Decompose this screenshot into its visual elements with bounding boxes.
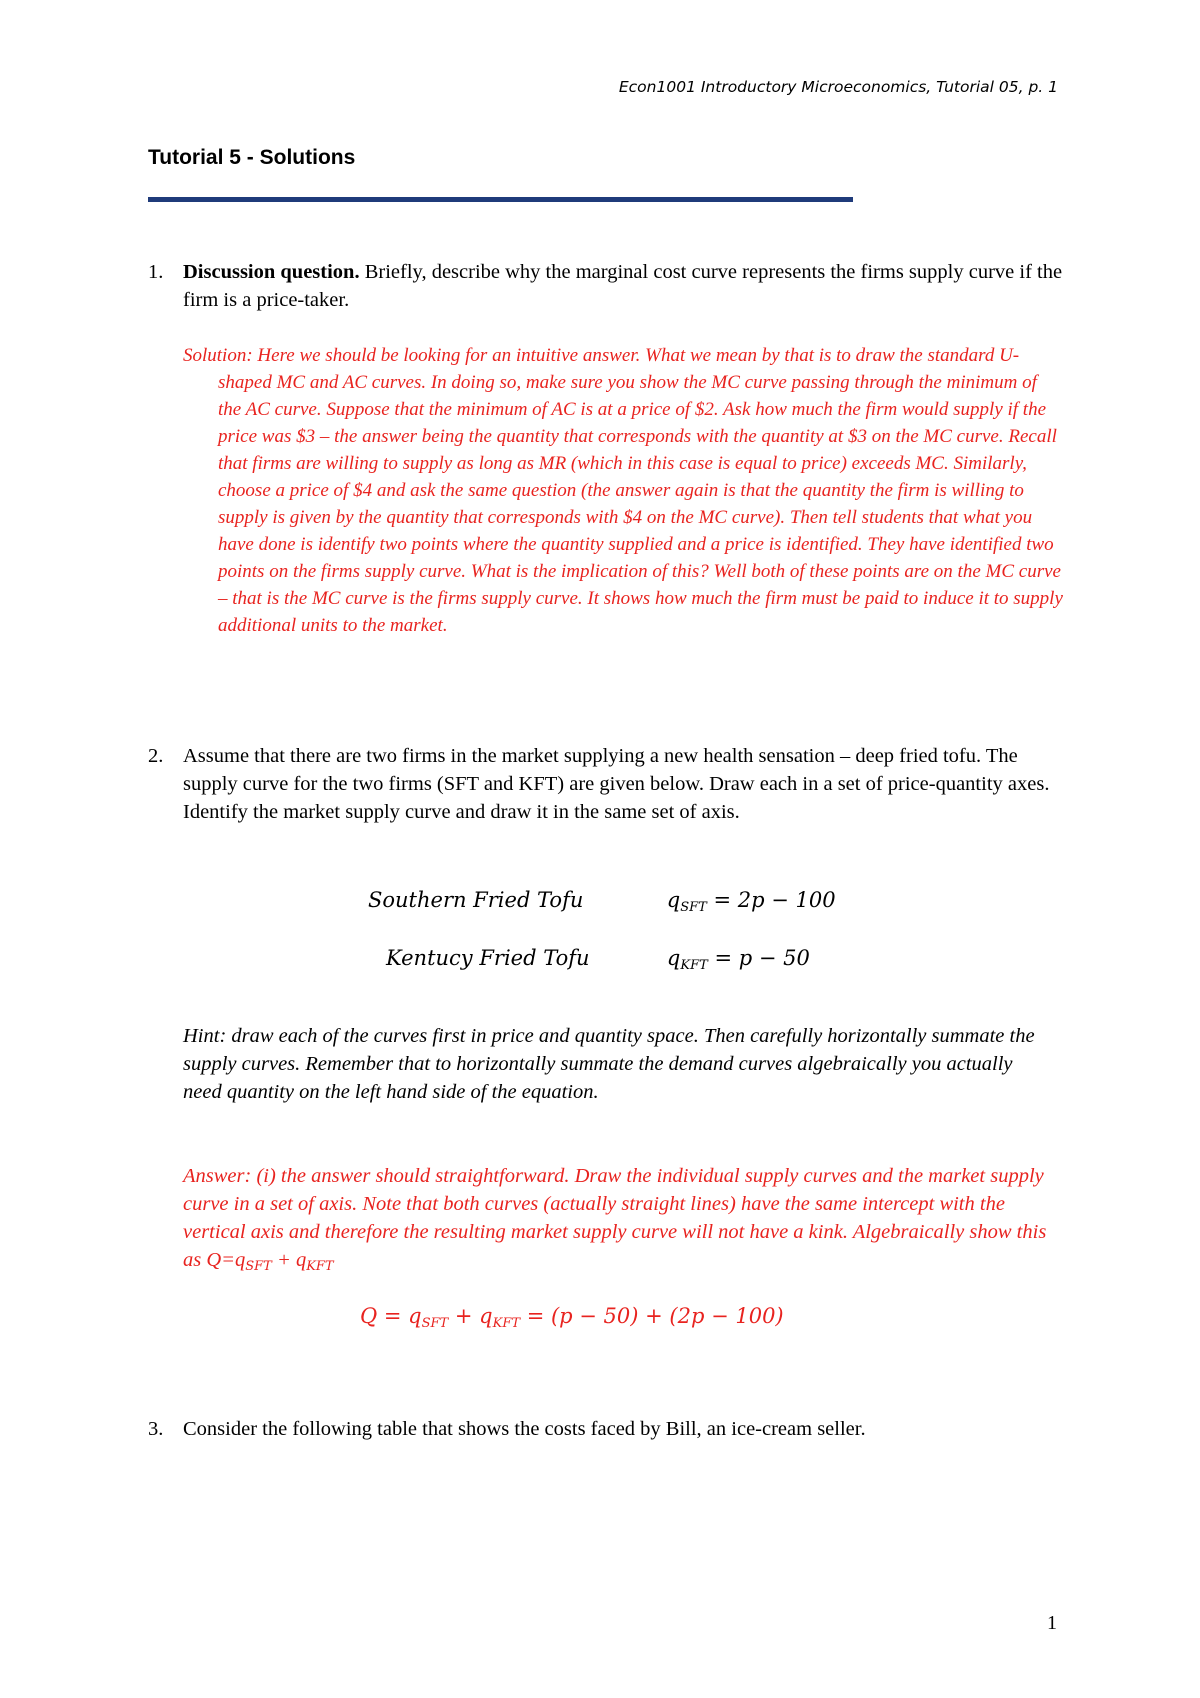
running-head: Econ1001 Introductory Microeconomics, Tutorial 05, p. 1 xyxy=(618,78,1058,96)
subscript: SFT xyxy=(245,1259,272,1274)
hint-text: Hint: draw each of the curves first in price and quantity space. Then carefully horizontally summate the supply curves. Remember that to horizontally summate the demand curves algebraically you actually need quantity on the left hand side of the equation. xyxy=(183,1025,1035,1103)
question-text: Briefly, describe why the marginal cost curve represents the firms supply curve if the firm is a price-taker. xyxy=(183,261,1063,311)
supply-equation-sft xyxy=(368,888,836,915)
firm-name: Kentucy Fried Tofu xyxy=(386,946,590,970)
answer-text: Answer: (i) the answer should straightforward. Draw the individual supply curves and the market supply curve in a set of axis. Note that both curves (actually straight lines) have the same intercept with the vertical axis and therefore the resulting market supply curve will not have a kink. Algebraically show this as Q=q xyxy=(183,1165,1047,1271)
answer-2 xyxy=(183,1162,1063,1281)
page-number: 1 xyxy=(1047,1612,1057,1634)
question-number: 1. xyxy=(148,261,164,283)
firm-name: Southern Fried Tofu xyxy=(368,888,584,912)
supply-equation-kft xyxy=(386,946,810,973)
equation-mid: + q xyxy=(448,1304,493,1328)
question-text: Assume that there are two firms in the market supplying a new health sensation – deep fried tofu. The supply curve for the two firms (SFT and KFT) are given below. Draw each in a set of price-quantity axes. Identify the market supply curve and draw it in the same set of axis. xyxy=(183,745,1050,823)
equation-rhs: = p − 50 xyxy=(707,946,810,970)
quantity-symbol: q xyxy=(666,946,681,970)
solution-text: Solution: Here we should be looking for an intuitive answer. What we mean by that is to draw the standard U-shaped MC and AC curves. In doing so, make sure you show the MC curve passing through the minimum of the AC curve. Suppose that the minimum of AC is at a price of $2. Ask how much the firm would supply if the price was $3 – the answer being the quantity that corresponds with the quantity at $3 on the MC curve. Recall that firms are willing to supply as long as MR (which in this case is equal to price) exceeds MC. Similarly, choose a price of $4 and ask the same question (the answer again is that the quantity the firm is willing to supply is given by the quantity that corresponds with $4 on the MC curve). Then tell students that what you have done is identify two points where the quantity supplied and a price is identified. They have identified two points on the firms supply curve. What is the implication of this? Well both of these points are on the MC curve – that is the MC curve is the firms supply curve. It shows how much the firm must be paid to induce it to supply additional units to the market. xyxy=(183,345,1063,636)
title-divider xyxy=(148,197,853,202)
solution-1 xyxy=(183,342,1063,639)
subscript: KFT xyxy=(492,1316,521,1331)
question-number: 3. xyxy=(148,1418,164,1440)
question-2 xyxy=(148,742,1065,826)
answer-plus: + q xyxy=(271,1249,307,1271)
question-3 xyxy=(148,1415,1065,1443)
subscript: KFT xyxy=(680,958,708,973)
market-supply-equation xyxy=(360,1304,784,1331)
subscript: SFT xyxy=(421,1316,449,1331)
subscript: KFT xyxy=(306,1259,334,1274)
equation-rhs: = (p − 50) + (2p − 100) xyxy=(520,1304,784,1328)
question-1 xyxy=(148,258,1065,314)
question-lead: Discussion question. xyxy=(183,261,360,283)
equation-lhs: Q = q xyxy=(360,1304,422,1328)
question-number: 2. xyxy=(148,745,164,767)
subscript: SFT xyxy=(680,900,707,915)
page-title: Tutorial 5 - Solutions xyxy=(148,146,356,169)
equation-rhs: = 2p − 100 xyxy=(706,888,836,912)
quantity-symbol: q xyxy=(666,888,681,912)
question-text: Consider the following table that shows the costs faced by Bill, an ice-cream seller. xyxy=(183,1418,866,1440)
